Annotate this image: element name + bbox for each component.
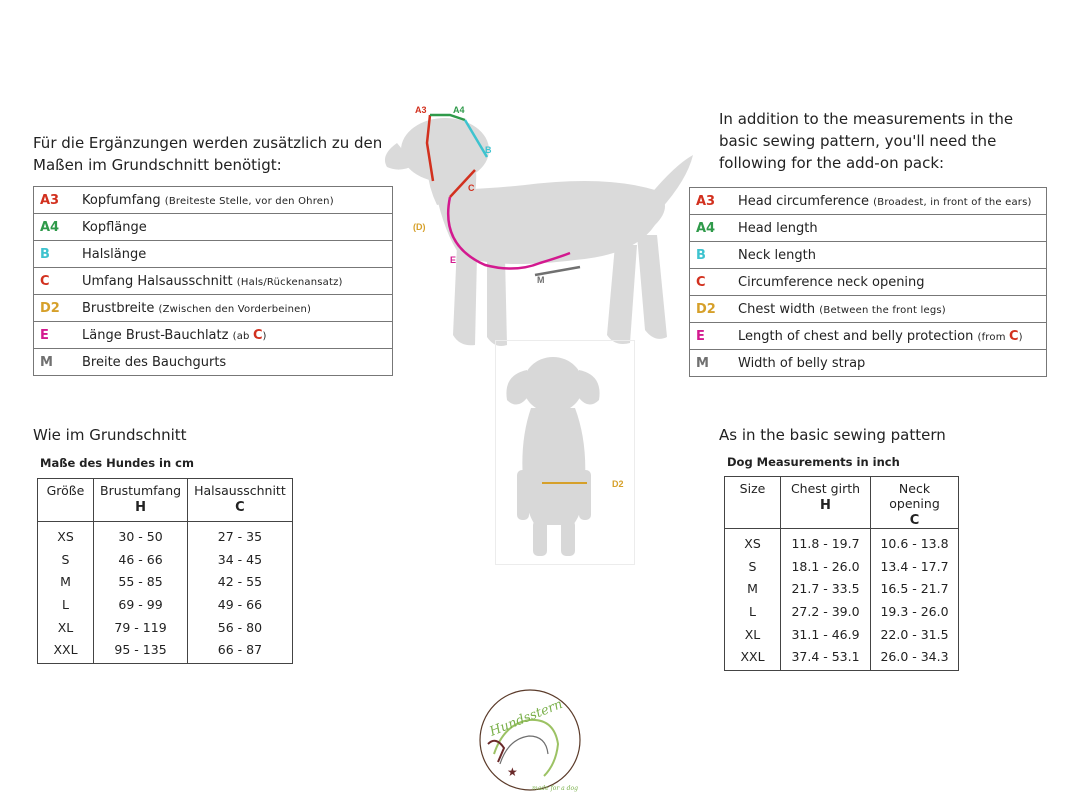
table-cell: 66 - 87 (188, 638, 293, 663)
table-header-cell (188, 479, 293, 522)
legend-text: Length of chest and belly protection (738, 328, 974, 344)
table-cell: 16.5 - 21.7 (871, 577, 959, 600)
table-cell: 55 - 85 (94, 570, 188, 593)
table-cell: XS (725, 529, 781, 555)
header-letter: C (235, 500, 245, 515)
legend-paren: (Breiteste Stelle, vor den Ohren) (164, 195, 334, 207)
legend-code: C (690, 269, 731, 296)
table-row (725, 645, 959, 670)
table-cell: 42 - 55 (188, 570, 293, 593)
legend-row (34, 349, 393, 376)
legend-description (730, 188, 1047, 215)
legend-code: B (690, 242, 731, 269)
legend-row (34, 295, 393, 322)
table-cell: XL (38, 616, 94, 639)
legend-paren-end: ) (1018, 331, 1023, 343)
table-header-cell (871, 477, 959, 529)
legend-text: Kopflänge (82, 219, 147, 235)
legend-text: Circumference neck opening (738, 274, 925, 290)
legend-paren: (ab (232, 330, 253, 342)
table-cell: 27 - 35 (188, 522, 293, 548)
legend-description (74, 214, 393, 241)
table-row (38, 616, 293, 639)
table-row (38, 548, 293, 571)
legend-paren: (Zwischen den Vorderbeinen) (158, 303, 312, 315)
header-letter: C (909, 513, 920, 528)
table-row (38, 638, 293, 663)
legend-text: Head length (738, 220, 818, 236)
size-table-de (37, 478, 293, 664)
legend-paren: (Between the front legs) (819, 304, 946, 316)
table-cell: 18.1 - 26.0 (781, 555, 871, 578)
legend-row (690, 242, 1047, 269)
table-cell: 21.7 - 33.5 (781, 577, 871, 600)
table-cell: S (38, 548, 94, 571)
header-label: Neck opening (889, 481, 940, 511)
table-cell: 69 - 99 (94, 593, 188, 616)
legend-row (690, 269, 1047, 296)
table-cell: 56 - 80 (188, 616, 293, 639)
legend-description (74, 268, 393, 295)
header-label: Size (739, 481, 766, 496)
legend-code: D2 (34, 295, 75, 322)
table-cell: XS (38, 522, 94, 548)
legend-code: A3 (34, 187, 75, 214)
legend-text: Neck length (738, 247, 816, 263)
star-icon: ★ (507, 765, 518, 779)
table-cell: XL (725, 623, 781, 646)
legend-row (34, 268, 393, 295)
legend-code: D2 (690, 296, 731, 323)
label-e: E (450, 255, 457, 265)
label-a3: A3 (415, 105, 427, 115)
legend-paren-code: C (1009, 328, 1019, 344)
table-cell: 22.0 - 31.5 (871, 623, 959, 646)
legend-description (730, 323, 1047, 350)
table-row (725, 623, 959, 646)
legend-code: A3 (690, 188, 731, 215)
table-cell: 37.4 - 53.1 (781, 645, 871, 670)
legend-row (690, 296, 1047, 323)
subhead-en: As in the basic sewing pattern (719, 426, 946, 444)
legend-code: E (690, 323, 731, 350)
header-label: Brustumfang (100, 483, 182, 498)
legend-row (690, 323, 1047, 350)
legend-row (690, 215, 1047, 242)
table-row (725, 555, 959, 578)
header-letter: H (135, 500, 146, 515)
legend-code: B (34, 241, 75, 268)
label-d2: D2 (612, 479, 624, 489)
legend-text: Width of belly strap (738, 355, 866, 371)
label-b: B (485, 145, 492, 155)
header-label: Chest girth (790, 481, 861, 496)
legend-code: E (34, 322, 75, 349)
table-title-en: Dog Measurements in inch (727, 455, 900, 469)
dog-front-silhouette (506, 357, 599, 556)
dog-front-diagram (495, 340, 635, 565)
legend-description (730, 296, 1047, 323)
table-row (38, 570, 293, 593)
table-cell: L (725, 600, 781, 623)
legend-code: M (34, 349, 75, 376)
table-cell: 95 - 135 (94, 638, 188, 663)
legend-text: Länge Brust-Bauchlatz (82, 327, 229, 343)
table-cell: 46 - 66 (94, 548, 188, 571)
label-d: (D) (413, 222, 426, 232)
legend-text: Chest width (738, 301, 816, 317)
table-cell: 79 - 119 (94, 616, 188, 639)
hundsstern-logo (474, 684, 586, 796)
intro-de: Für die Ergänzungen werden zusätzlich zu den Maßen im Grundschnitt benötigt: (33, 134, 383, 174)
dog-side-silhouette (385, 118, 693, 346)
legend-code: C (34, 268, 75, 295)
legend-paren-code: C (252, 327, 263, 343)
legend-paren: (from (977, 331, 1010, 343)
legend-text: Kopfumfang (82, 192, 161, 208)
table-cell: 49 - 66 (188, 593, 293, 616)
table-header-cell (781, 477, 871, 529)
table-cell: 31.1 - 46.9 (781, 623, 871, 646)
table-header-cell (725, 477, 781, 529)
legend-table-en (689, 187, 1047, 377)
table-cell: M (38, 570, 94, 593)
legend-row (34, 187, 393, 214)
table-cell: 10.6 - 13.8 (871, 529, 959, 555)
size-table-en (724, 476, 959, 671)
legend-paren: (Hals/Rückenansatz) (236, 276, 343, 288)
table-row (38, 522, 293, 548)
legend-row (690, 350, 1047, 377)
legend-description (730, 215, 1047, 242)
table-header-cell (38, 479, 94, 522)
legend-row (690, 188, 1047, 215)
table-cell: 27.2 - 39.0 (781, 600, 871, 623)
table-cell: M (725, 577, 781, 600)
legend-description (74, 187, 393, 214)
intro-en: In addition to the measurements in the basic sewing pattern, you'll need the following for the add-on pack: (719, 110, 1014, 172)
legend-code: M (690, 350, 731, 377)
label-m: M (537, 275, 545, 285)
legend-row (34, 241, 393, 268)
logo-text: Hundsstern (487, 696, 565, 740)
legend-text: Breite des Bauchgurts (82, 354, 227, 370)
subhead-de: Wie im Grundschnitt (33, 426, 187, 444)
table-row (725, 577, 959, 600)
legend-description (730, 350, 1047, 377)
table-header-cell (94, 479, 188, 522)
table-cell: 11.8 - 19.7 (781, 529, 871, 555)
table-row (725, 600, 959, 623)
table-cell: 26.0 - 34.3 (871, 645, 959, 670)
legend-text: Umfang Halsausschnitt (82, 273, 233, 289)
table-cell: S (725, 555, 781, 578)
measure-line-m (535, 267, 580, 275)
table-cell: L (38, 593, 94, 616)
legend-row (34, 322, 393, 349)
table-cell: XXL (38, 638, 94, 663)
table-row (725, 529, 959, 555)
legend-row (34, 214, 393, 241)
legend-description (74, 241, 393, 268)
legend-code: A4 (690, 215, 731, 242)
legend-paren: (Broadest, in front of the ears) (873, 196, 1032, 208)
table-cell: XXL (725, 645, 781, 670)
header-letter: H (820, 498, 831, 513)
header-label: Größe (46, 483, 85, 498)
legend-description (730, 242, 1047, 269)
table-cell: 19.3 - 26.0 (871, 600, 959, 623)
legend-text: Head circumference (738, 193, 870, 209)
legend-description (730, 269, 1047, 296)
label-c: C (468, 183, 475, 193)
legend-description (74, 349, 393, 376)
header-label: Halsausschnitt (194, 483, 286, 498)
table-row (38, 593, 293, 616)
table-cell: 34 - 45 (188, 548, 293, 571)
legend-text: Brustbreite (82, 300, 155, 316)
legend-text: Halslänge (82, 246, 147, 262)
table-cell: 30 - 50 (94, 522, 188, 548)
legend-description (74, 322, 393, 349)
label-a4: A4 (453, 105, 465, 115)
table-title-de: Maße des Hundes in cm (40, 456, 194, 470)
legend-table-de (33, 186, 393, 376)
table-cell: 13.4 - 17.7 (871, 555, 959, 578)
legend-description (74, 295, 393, 322)
legend-code: A4 (34, 214, 75, 241)
logo-tagline: made for a dog (532, 785, 578, 792)
dog-side-diagram (375, 95, 705, 375)
legend-paren-end: ) (262, 330, 267, 342)
